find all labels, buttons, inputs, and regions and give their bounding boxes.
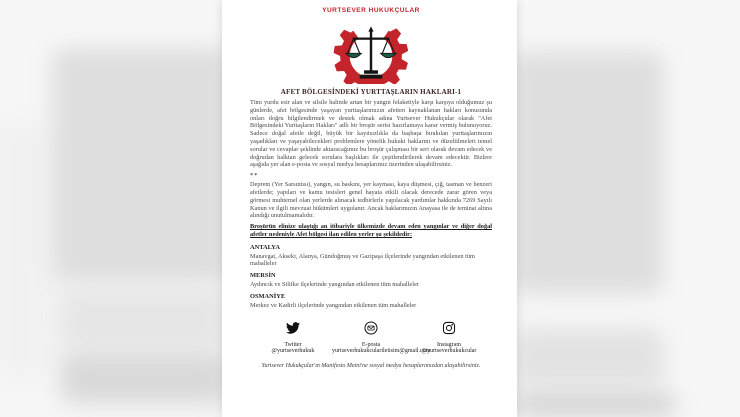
document-title: AFET BÖLGESİNDEKİ YURTTAŞLARIN HAKLARI-1: [280, 88, 462, 96]
contact-channel-label: Instagram: [437, 341, 462, 348]
contact-channel-label: E-posta: [361, 341, 381, 348]
contact-handle[interactable]: yurtseverhukukculariletisim@gmail.com: [332, 347, 431, 354]
background-blur-right-lower: [514, 328, 664, 386]
contact-handle[interactable]: @yurtseverhukuk: [271, 347, 315, 354]
intro-paragraph: Tüm yurdu esir alan ve silsile halinde artan bir yangın felaketiyle karşı karşıya olduğumuz şu günlerde, afet bölgesinde yaşayan yurttaşlarımızın afetten kaynaklanan hakları konusunda onları doğru bilgilendirmek ve destek olmak adına Yurtsever Hukukçular olarak "Afet Bölgesindeki Yurttaşların Hakları" adlı bir broşür serisi hazırlamaya karar vermiş bulunuyoruz. Sadece doğal afetle değil, büyük bir kayıtsızlıkla da başbaşa bırakılan yurttaşlarımızın yaşadıkları ve yaşayabilecekleri problemlere yönelik hukuki haklarını ve düzeltilmeleri temel sorular ve cevaplar şeklinde aktaracağımız bu broşür çalışması bir seri olarak devam edecek ve doğrudan halktan gelecek sorulara başlıkları ile çeşitlendirilerek devam edecektir. Bizlere aşağıda yer alan e-posta ve sosyal medya hesaplarımız üzerinden ulaşabilirsiniz.: [250, 99, 492, 169]
brand-name: YURTSEVER HUKUKÇULAR: [322, 7, 420, 14]
declared-zones-heading: Broşürün elinize ulaştığı an itibariyle ülkemizde devam eden yangınlar ve diğer doğal afetler nedeniyle Afet bölgesi ilan edilen yerler şu şekildedir:: [250, 223, 492, 239]
contact-channel-label: Twitter: [284, 341, 302, 348]
background-blur-right: [512, 52, 664, 294]
section-separator: **: [250, 172, 259, 180]
region-name: OSMANİYE: [250, 293, 286, 301]
region-list: [250, 244, 492, 310]
region-detail: Manavgat, Akseki, Alanya, Gündoğmuş ve Gazipaşa ilçelerinde yangından etkilenen tüm mahalleler: [250, 252, 475, 268]
email-icon[interactable]: [364, 321, 378, 335]
contact-row: [254, 321, 488, 354]
region-item: [250, 272, 492, 289]
contact-twitter[interactable]: [254, 321, 332, 354]
background-blur-left-bottom: [60, 352, 228, 404]
region-item: [250, 244, 492, 269]
flyer-document: [222, 0, 517, 417]
contact-handle[interactable]: @yurtseverhukukcular: [421, 347, 477, 354]
region-name: MERSİN: [250, 272, 276, 280]
gear-scales-logo: [331, 14, 411, 84]
region-name: ANTALYA: [250, 243, 280, 251]
background-blur-right-bottom: [514, 392, 676, 416]
manifesto-note: Yurtsever Hukukçular'ın Manifesto Metni'ne sosyal medya hesaplarımızdan ulaşabilirsiniz.: [261, 362, 481, 369]
region-detail: Merkez ve Kadirli ilçelerinde yangından etkilenen tüm mahalleler: [250, 302, 417, 310]
law-paragraph: Deprem (Yer Sarsıntısı), yangın, su baskını, yer kayması, kaya düşmesi, çığ, tasman ve benzeri afetlerde; yapıları ve kamu tesisleri genel hayata etkili olacak derecede zarar gören veya görmesi muhtemel olan yerlerde alınacak tedbirlerle yapılacak yardımlar hakkında 7269 Sayılı Kanun ve ilgili mevzuat hükümleri uygulanır. Ancak haklarımızın Anayasa ile de teminat altına alındığı unutulmamalıdır.: [250, 181, 492, 220]
background-blur-left: [52, 48, 230, 283]
region-item: [250, 293, 492, 310]
background-blur-strip: [0, 120, 50, 380]
contact-instagram[interactable]: [410, 321, 488, 354]
twitter-icon[interactable]: [286, 321, 300, 335]
contact-email[interactable]: [332, 321, 431, 354]
region-detail: Aydıncık ve Silifke ilçelerinde yangından etkilenen tüm mahalleler: [250, 281, 419, 289]
instagram-icon[interactable]: [442, 321, 456, 335]
background-blur-left-lower: [58, 288, 226, 350]
